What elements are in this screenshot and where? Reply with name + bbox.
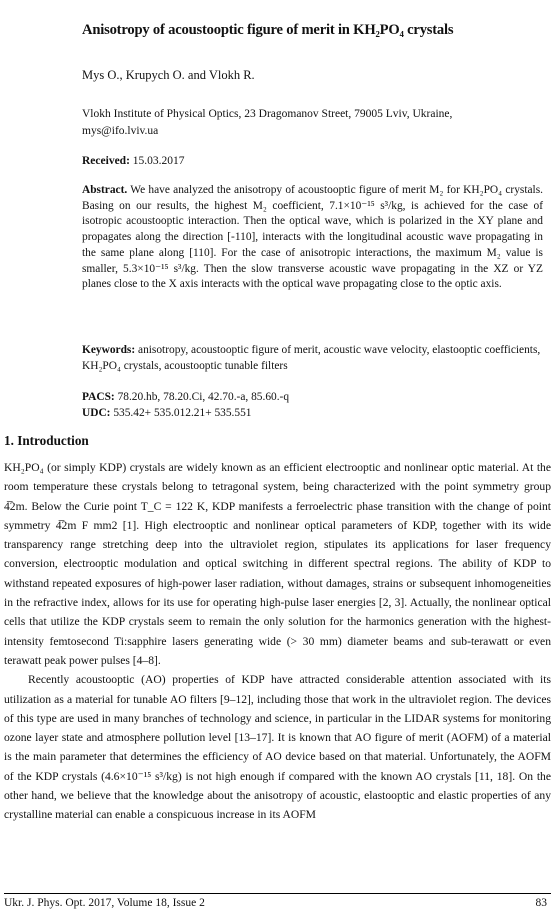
affiliation-address: Vlokh Institute of Physical Optics, 23 Dragomanov Street, 79005 Lviv, Ukraine, (82, 108, 453, 120)
received-value: 15.03.2017 (132, 155, 185, 167)
keywords-text: anisotropy, acoustooptic figure of merit, acoustic wave velocity, elastooptic coefficients, KH₂PO₄ crystals, acoustooptic tunable filters (82, 344, 541, 372)
abstract-label: Abstract. (82, 184, 128, 196)
affiliation-email: mys@ifo.lviv.ua (82, 125, 159, 137)
paragraph-2: Recently acoustooptic (AO) properties of KDP have attracted considerable attention associated with its utilization as a material for tunable AO filters [9–12], including those that work in the ultraviolet region. The devices of this type are used in many branches of technology and science, in particular in the LIDAR systems for monitoring ozone layer state and atmosphere pollution level [13–17]. It is known that AO figure of merit (AOFM) of a material is the main parameter that determines the efficiency of AO device based on that material. Unfortunately, the AOFM of the KDP crystals (4.6×10⁻¹⁵ s³/kg) is not high enough if compared with the known AO crystals [11, 18]. On the other hand, we believe that the knowledge about the anisotropy of acoustic, elastooptic and elastic properties of any crystalline material can enable a conspicuous increase in its AOFM (4, 673, 551, 822)
udc-label: UDC: (82, 406, 111, 419)
udc-line (82, 406, 543, 422)
udc-codes: 535.42+ 535.012.21+ 535.551 (113, 406, 252, 419)
footer-rule (4, 893, 551, 894)
authors: Mys O., Krupych O. and Vlokh R. (82, 68, 255, 82)
pacs-label: PACS: (82, 391, 115, 403)
abstract (82, 183, 543, 293)
journal-citation: Ukr. J. Phys. Opt. 2017, Volume 18, Issue 2 (4, 897, 205, 909)
section-heading: 1. Introduction (4, 433, 89, 448)
received-date (82, 155, 185, 167)
page-number: 83 (535, 897, 547, 909)
keywords (82, 343, 543, 374)
pacs-line (82, 390, 543, 406)
paper-title: Anisotropy of acoustooptic figure of merit in KH₂PO₄ crystals (82, 22, 454, 38)
keywords-label: Keywords: (82, 344, 136, 356)
abstract-text: We have analyzed the anisotropy of acoustooptic figure of merit M₂ for KH₂PO₄ crystals. Basing on our results, the highest M₂ coefficient, 7.1×10⁻¹⁵ s³/kg, is achieved for the case of isotropic acoustooptic interaction. Then the optical wave, which is polarized in the XY plane and propagates along the direction [-110], interacts with the longitudinal acoustic wave propagating in the same plane along [110]. For the case of anisotropic interactions, the maximum M₂ value is smaller, 5.3×10⁻¹⁵ s³/kg. Then the slow transverse acoustic wave propagating in the XZ or YZ planes close to the X axis interacts with the optical wave propagating close to the optic axis. (82, 184, 543, 291)
body-text (4, 458, 551, 825)
pacs-codes: 78.20.hb, 78.20.Ci, 42.70.-a, 85.60.-q (117, 391, 290, 403)
classification (82, 390, 543, 421)
affiliation (82, 106, 542, 140)
received-label: Received: (82, 155, 130, 167)
paragraph-1: KH₂PO₄ (or simply KDP) crystals are widely known as an efficient electrooptic and nonlinear optic material. At the room temperature these crystals belong to tetragonal system, being characterized with the point symmetry group 4̅2m. Below the Curie point T_C = 122 K, KDP manifests a ferroelectric phase transition with the change of point symmetry 4̅2m F mm2 [1]. High electrooptic and nonlinear optical parameters of KDP, together with its wide transparency range stretching deep into the ultraviolet region, stipulates its applications for laser frequency conversion, electrooptic modulation and optical switching in different spectral regions. The ability of KDP to withstand repeated exposures of high-power laser radiation, without damages, strains or subsequent inhomogeneities in the refractive index, allows for its use for operating high-pulse laser energies [2, 3]. Actually, the nonlinear optical cells that utilize the KDP crystals seem to remain the only solution for the harmonics generation with the highest-intensity femtosecond Ti:sapphire lasers generating wide (> 30 mm) diameter beams and sub-terawatt or even terawatt peak power pulses [4–8]. (4, 461, 551, 667)
